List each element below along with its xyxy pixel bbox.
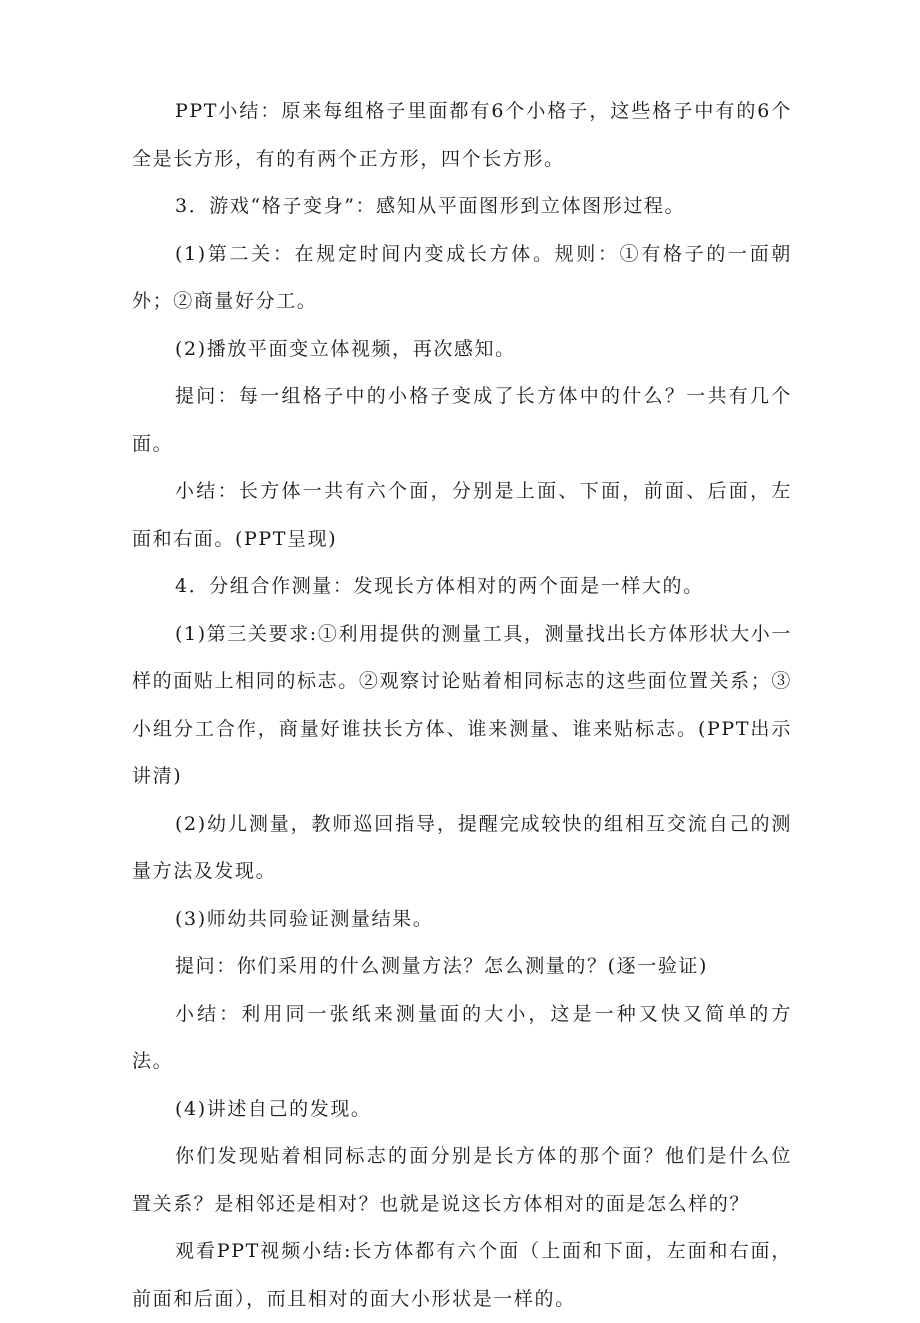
paragraph-summary-1: 小结：长方体一共有六个面，分别是上面、下面，前面、后面，左面和右面。(PPT呈现) <box>132 480 792 550</box>
paragraph-ppt-summary-1: PPT小结：原来每组格子里面都有6个小格子，这些格子中有的6个全是长方形，有的有两个正方形，四个长方形。 <box>132 100 792 170</box>
paragraph-children-measure: (2)幼儿测量，教师巡回指导，提醒完成较快的组相互交流自己的测量方法及发现。 <box>132 812 792 882</box>
paragraph-level-2: (1)第二关：在规定时间内变成长方体。规则：①有格子的一面朝外；②商量好分工。 <box>132 242 792 312</box>
paragraph-play-video: (2)播放平面变立体视频，再次感知。 <box>175 337 516 360</box>
paragraph-findings-question: 你们发现贴着相同标志的面分别是长方体的那个面？他们是什么位置关系？是相邻还是相对？也就是说这长方体相对的面是怎么样的？ <box>132 1145 792 1215</box>
paragraph-section-3-heading: 3．游戏“格子变身”：感知从平面图形到立体图形过程。 <box>175 195 686 217</box>
paragraph-describe-findings: (4)讲述自己的发现。 <box>175 1097 372 1120</box>
document-body <box>132 88 792 1323</box>
paragraph-question-1: 提问：每一组格子中的小格子变成了长方体中的什么？一共有几个面。 <box>132 385 792 455</box>
paragraph-verify-results: (3)师幼共同验证测量结果。 <box>175 907 434 930</box>
paragraph-summary-2: 小结：利用同一张纸来测量面的大小，这是一种又快又简单的方法。 <box>132 1002 792 1072</box>
paragraph-section-4-heading: 4．分组合作测量：发现长方体相对的两个面是一样大的。 <box>175 575 704 597</box>
paragraph-question-2: 提问：你们采用的什么测量方法？怎么测量的？(逐一验证) <box>175 955 709 977</box>
paragraph-video-summary: 观看PPT视频小结:长方体都有六个面（上面和下面，左面和右面，前面和后面），而且相对的面大小形状是一样的。 <box>132 1240 792 1310</box>
paragraph-level-3-requirements: (1)第三关要求:①利用提供的测量工具，测量找出长方体形状大小一样的面贴上相同的标志。②观察讨论贴着相同标志的这些面位置关系；③小组分工合作，商量好谁扶长方体、谁来测量、谁来贴标志。(PPT出示讲清) <box>132 622 792 787</box>
